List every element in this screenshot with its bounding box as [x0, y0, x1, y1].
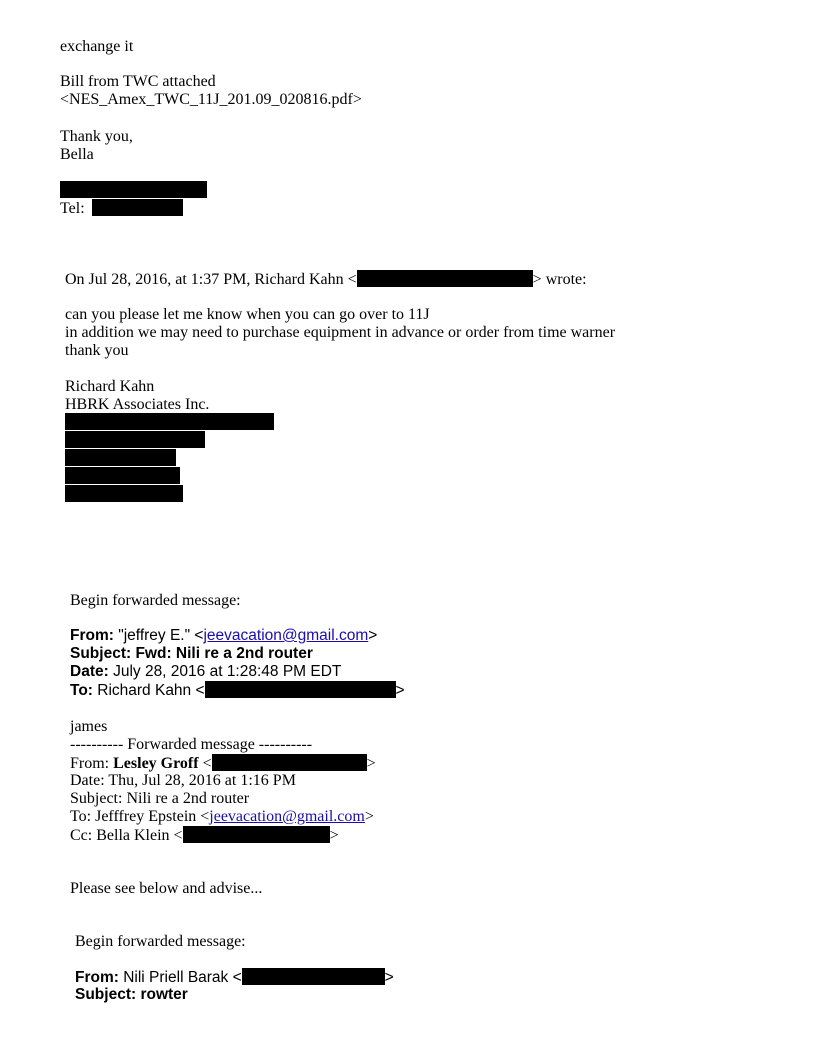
redaction-box — [212, 754, 367, 771]
reply-header-suffix: > wrote: — [532, 271, 587, 288]
forward-to — [70, 681, 405, 700]
redaction-box — [65, 413, 274, 430]
attachment-name: <NES_Amex_TWC_11J_201.09_020816.pdf> — [60, 91, 362, 108]
subject-label: Subject: — [75, 986, 137, 1003]
body-line: james — [70, 718, 108, 735]
redaction-box — [357, 270, 533, 287]
subject-value: rowter — [136, 986, 188, 1003]
to-prefix: To: Jefffrey Epstein < — [70, 808, 210, 825]
forward-intro: Begin forwarded message: — [75, 933, 246, 950]
cc-close: > — [329, 827, 339, 844]
signature-name: Bella — [60, 146, 94, 163]
reply-header — [65, 270, 587, 289]
from-value: Nili Priell Barak < — [118, 969, 242, 986]
redaction-box — [183, 826, 330, 843]
inner-date: Date: Thu, Jul 28, 2016 at 1:16 PM — [70, 772, 296, 789]
email-link[interactable]: jeevacation@gmail.com — [203, 627, 369, 644]
tel-label: Tel: — [60, 200, 85, 217]
tel-line — [60, 200, 85, 218]
forward-subject — [75, 986, 188, 1004]
inner-from — [70, 754, 376, 773]
from-close: > — [384, 969, 394, 986]
from-close: > — [366, 755, 376, 772]
body-line: Bill from TWC attached — [60, 73, 216, 90]
signature-company: HBRK Associates Inc. — [65, 396, 210, 413]
redaction-box — [65, 431, 205, 448]
redaction-box — [92, 199, 183, 216]
forward-date — [70, 663, 341, 681]
from-name: Lesley Groff — [113, 755, 199, 772]
from-label: From: — [70, 627, 114, 644]
date-value: July 28, 2016 at 1:28:48 PM EDT — [108, 663, 342, 680]
email-link[interactable]: jeevacation@gmail.com — [209, 808, 365, 825]
reply-header-prefix: On Jul 28, 2016, at 1:37 PM, Richard Kahn < — [65, 271, 357, 288]
forward-from — [75, 968, 394, 987]
redaction-box — [65, 449, 176, 466]
date-label: Date: — [70, 663, 109, 680]
to-label: To: — [70, 682, 93, 699]
redaction-box — [65, 485, 183, 502]
redaction-box — [242, 968, 385, 985]
forward-divider: ---------- Forwarded message ---------- — [70, 736, 313, 753]
body-line: in addition we may need to purchase equipment in advance or order from time warner — [65, 324, 616, 341]
to-close: > — [364, 808, 374, 825]
from-close: > — [368, 627, 378, 644]
body-line: Thank you, — [60, 128, 133, 145]
from-prefix: From: — [70, 755, 114, 772]
redaction-box — [65, 467, 180, 484]
forward-intro: Begin forwarded message: — [70, 592, 241, 609]
to-close: > — [395, 682, 405, 699]
redaction-box — [205, 681, 396, 698]
body-line: can you please let me know when you can go over to 11J — [65, 306, 430, 323]
from-open: < — [198, 755, 212, 772]
cc-prefix: Cc: Bella Klein < — [70, 827, 183, 844]
inner-subject: Subject: Nili re a 2nd router — [70, 790, 250, 807]
redaction-box — [60, 181, 207, 198]
body-line: exchange it — [60, 38, 134, 55]
signature-name: Richard Kahn — [65, 378, 155, 395]
forward-from — [70, 627, 377, 645]
subject-label: Subject: — [70, 645, 132, 662]
from-label: From: — [75, 969, 119, 986]
forward-subject — [70, 645, 313, 663]
inner-cc — [70, 826, 339, 845]
inner-to — [70, 808, 374, 826]
to-value: Richard Kahn < — [92, 682, 205, 699]
body-line: thank you — [65, 342, 129, 359]
from-name: "jeffrey E." < — [113, 627, 204, 644]
body-line: Please see below and advise... — [70, 880, 263, 897]
subject-value: Fwd: Nili re a 2nd router — [131, 645, 313, 662]
